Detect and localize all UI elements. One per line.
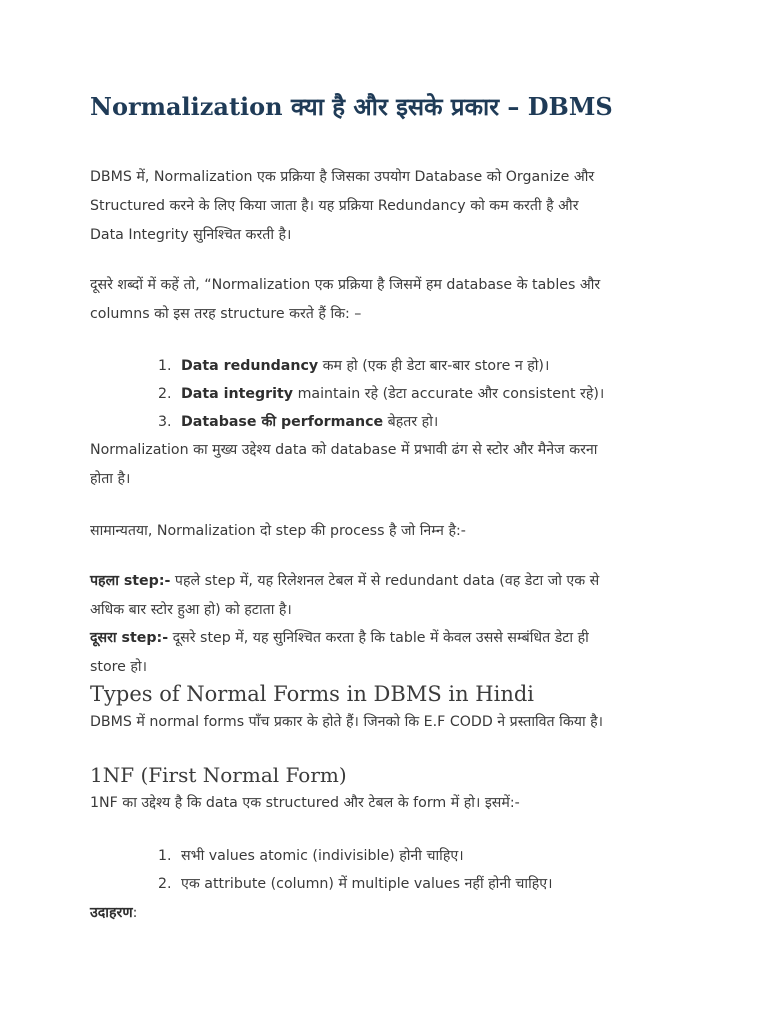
main-goal-line-2: होता है।	[90, 471, 131, 487]
intro-line-1: DBMS में, Normalization एक प्रक्रिया है जिसका उपयोग Database को Organize और	[90, 169, 595, 185]
nf1-rules-list	[158, 842, 688, 898]
list-item	[158, 842, 688, 870]
generally-text: सामान्यतया, Normalization दो step की process है जो निम्न है:-	[90, 523, 466, 539]
step-1-paragraph	[90, 567, 690, 625]
list-number: 2.	[158, 876, 172, 892]
step-2-line-1: दूसरे step में, यह सुनिश्चित करता है कि table में केवल उससे सम्बंधित डेटा ही	[168, 630, 589, 646]
generally-paragraph	[90, 517, 690, 546]
intro-line-2: Structured करने के लिए किया जाता है। यह प्रक्रिया Redundancy को कम करती है और	[90, 198, 579, 214]
list-number: 1.	[158, 848, 172, 864]
step-2-line-2: store हो।	[90, 659, 147, 675]
example-colon: :	[132, 905, 138, 921]
step-2-label: दूसरा step:-	[90, 630, 169, 646]
list-item-text: कम हो (एक ही डेटा बार-बार store न हो)।	[318, 358, 550, 374]
list-item-text: सभी values atomic (indivisible) होनी चाहिए।	[181, 848, 464, 864]
types-paragraph	[90, 708, 690, 737]
list-item-text: बेहतर हो।	[383, 414, 439, 430]
example-label: उदाहरण	[90, 905, 133, 921]
list-item	[158, 408, 688, 436]
list-item-bold: Data redundancy	[181, 358, 319, 374]
step-2-paragraph	[90, 624, 690, 682]
main-goal-line-1: Normalization का मुख्य उद्देश्य data को database में प्रभावी ढंग से स्टोर और मैनेज करना	[90, 442, 598, 458]
example-paragraph	[90, 899, 690, 928]
list-item	[158, 352, 688, 380]
list-item-text: एक attribute (column) में multiple values नहीं होनी चाहिए।	[181, 876, 553, 892]
other-words-paragraph	[90, 271, 690, 329]
other-words-line-1: दूसरे शब्दों में कहें तो, “Normalization एक प्रक्रिया है जिसमें हम database के tables और	[90, 277, 601, 293]
goals-list	[158, 352, 688, 436]
list-item	[158, 380, 688, 408]
list-number: 2.	[158, 386, 172, 402]
page-title: Normalization क्या है और इसके प्रकार – DBMS	[90, 92, 613, 121]
nf1-paragraph	[90, 789, 690, 818]
list-item-text: maintain रहे (डेटा accurate और consistent रहे)।	[293, 386, 605, 402]
nf1-text: 1NF का उद्देश्य है कि data एक structured और टेबल के form में हो। इसमें:-	[90, 795, 520, 811]
types-heading: Types of Normal Forms in DBMS in Hindi	[90, 682, 535, 706]
nf1-heading: 1NF (First Normal Form)	[90, 763, 347, 787]
step-1-line-2: अधिक बार स्टोर हुआ हो) को हटाता है।	[90, 602, 292, 618]
other-words-line-2: columns को इस तरह structure करते हैं कि: –	[90, 306, 362, 322]
list-number: 3.	[158, 414, 172, 430]
list-item-bold: Database की performance	[181, 414, 384, 430]
intro-paragraph	[90, 163, 690, 250]
step-1-label: पहला step:-	[90, 573, 171, 589]
list-item	[158, 870, 688, 898]
main-goal-paragraph	[90, 436, 690, 494]
intro-line-3: Data Integrity सुनिश्चित करती है।	[90, 227, 292, 243]
step-1-line-1: पहले step में, यह रिलेशनल टेबल में से redundant data (वह डेटा जो एक से	[170, 573, 600, 589]
list-item-bold: Data integrity	[181, 386, 294, 402]
list-number: 1.	[158, 358, 172, 374]
types-text: DBMS में normal forms पाँच प्रकार के होते हैं। जिनको कि E.F CODD ने प्रस्तावित किया है।	[90, 714, 604, 730]
